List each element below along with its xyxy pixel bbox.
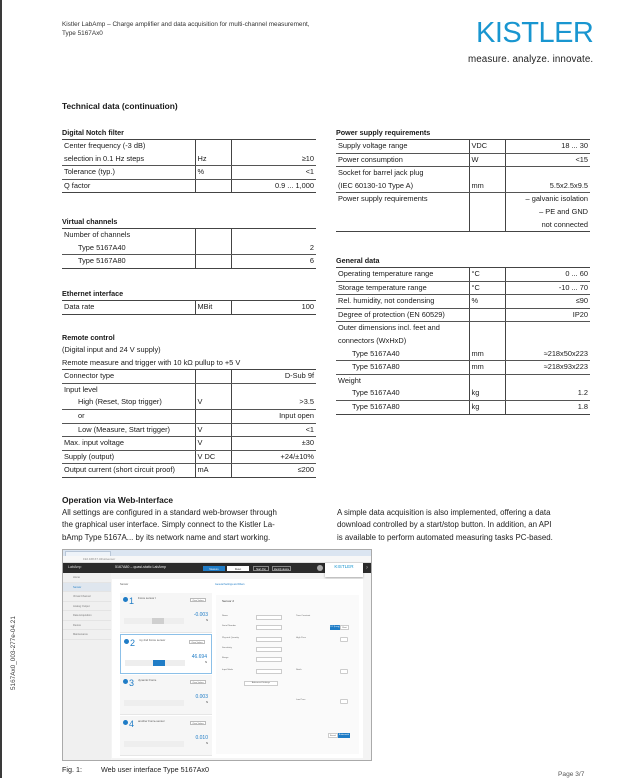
block-title: Remote control xyxy=(62,333,115,342)
sensor-icon xyxy=(123,679,128,684)
block-title: Ethernet interface xyxy=(62,289,124,298)
kistler-logo: KISTLER xyxy=(476,17,594,49)
sidebar-item-device: Device xyxy=(63,621,111,631)
table-row: selection in 0.1 Hz steps Hz ≥10 xyxy=(62,153,316,166)
table-row: Power supply requirements – galvanic isolation xyxy=(336,193,590,206)
remote-note-1: (Digital input and 24 V supply) xyxy=(62,345,161,354)
notch-group: Notch xyxy=(296,669,302,671)
remote-control-block xyxy=(62,332,316,478)
identify-button: Identify device xyxy=(273,567,290,571)
sensor-settings-panel xyxy=(216,595,359,754)
sidebar-item-maintenance: Maintenance xyxy=(63,630,111,640)
help-icon: ? xyxy=(365,565,368,570)
field-input-mode: Input Mode xyxy=(222,669,282,674)
figure-sidebar xyxy=(63,573,111,760)
figure-main xyxy=(112,579,363,758)
high-pass-group: High Pass xyxy=(296,637,306,639)
table-row: or Input open xyxy=(62,409,316,423)
table-row: Q factor 0.9 ... 1,000 xyxy=(62,179,316,193)
section-title: Technical data (continuation) xyxy=(62,101,178,111)
low-pass-group: Low Pass xyxy=(296,699,306,701)
document-title xyxy=(62,21,310,38)
sensor-card: 4 another Force-sensor Clear Values 0.010 N xyxy=(120,716,212,756)
document-id: 5167Ax0_003-277e-04.21 xyxy=(10,616,17,690)
ethernet-table xyxy=(62,300,316,315)
table-row: Storage temperature range °C -10 ... 70 xyxy=(336,281,590,295)
block-title: General data xyxy=(336,256,380,265)
virtual-channels-block xyxy=(62,216,316,269)
figure-kistler-logo: KISTLER xyxy=(325,563,363,577)
virtual-channels-table xyxy=(62,228,316,269)
short-toggle: Short xyxy=(340,625,349,630)
field-name: Name xyxy=(222,615,282,620)
block-title: Digital Notch filter xyxy=(62,128,124,137)
table-row: Center frequency (-3 dB) xyxy=(62,140,316,153)
sidebar-item-data-acquisition: Data Acquisition xyxy=(63,611,111,621)
notch-filter-block xyxy=(62,127,316,193)
table-row: Socket for barrel jack plug xyxy=(336,167,590,180)
browser-tab-bar xyxy=(63,550,371,556)
table-row: Type 5167A40 mm ≈218x50x223 xyxy=(336,348,590,361)
app-title: 5167A80 – quasi-static LabAmp xyxy=(115,565,166,569)
app-topbar xyxy=(63,563,371,573)
sidebar-item-home: Home xyxy=(63,573,111,583)
table-row: Input level xyxy=(62,383,316,396)
tagline: measure. analyze. innovate. xyxy=(468,54,594,65)
table-row: High (Reset, Stop trigger) V >3.5 xyxy=(62,396,316,409)
table-row: Degree of protection (EN 60529) IP20 xyxy=(336,308,590,322)
sensor-icon xyxy=(124,639,129,644)
title-line-1: Kistler LabAmp – Charge amplifier and data acquisition for multi-channel measurement, xyxy=(62,21,310,28)
table-row: Power consumption W <15 xyxy=(336,153,590,167)
web-ui-figure xyxy=(62,549,372,761)
field-serial: Serial Number xyxy=(222,625,282,630)
start-button: Start (f/s) xyxy=(253,566,269,571)
table-row: Outer dimensions incl. feet and xyxy=(336,322,590,335)
general-data-block xyxy=(336,255,590,415)
table-row: (IEC 60130-10 Type A) mm 5.5x2.5x9.5 xyxy=(336,180,590,193)
table-row: – PE and GND xyxy=(336,206,590,219)
time-constant-group: Time Constant xyxy=(296,615,311,617)
measure-button: Measure xyxy=(203,566,225,571)
sidebar-item-virtual-channel: Virtual Channel xyxy=(63,592,111,602)
table-row: Max. input voltage V ±30 xyxy=(62,437,316,451)
sensor-icon xyxy=(123,720,128,725)
block-title: Virtual channels xyxy=(62,217,118,226)
table-row: Rel. humidity, not condensing % ≤90 xyxy=(336,295,590,309)
table-row: Connector type D-Sub 9f xyxy=(62,370,316,384)
reset-button: Reset xyxy=(227,566,249,571)
power-supply-table xyxy=(336,139,590,232)
operation-title: Operation via Web-Interface xyxy=(62,495,174,505)
field-range: Range xyxy=(222,657,282,662)
sensor-card: 2 my 2nd Force sensor Clear Values 46.694 N xyxy=(120,634,212,674)
table-row: Type 5167A40 kg 1.2 xyxy=(336,387,590,400)
remote-control-table xyxy=(62,369,316,478)
table-row: Low (Measure, Start trigger) V <1 xyxy=(62,423,316,437)
sidebar-item-analog-output: Analog Output xyxy=(63,602,111,612)
figure-breadcrumb: Sensor xyxy=(120,583,129,586)
low-pass-toggle xyxy=(340,699,348,704)
table-row: Supply voltage range VDC 18 ... 30 xyxy=(336,140,590,154)
table-row: Data rate MBit 100 xyxy=(62,301,316,315)
app-brand: LabAmp xyxy=(68,565,82,569)
operation-text-left: All settings are configured in a standard web-browser through the graphical user interface. Simply connect to the Kistler La- bAmp Type 5167A... by its network name and start working. xyxy=(62,508,277,542)
sensor-card: 3 dynamic Force Clear Values 0.003 N xyxy=(120,675,212,715)
table-row: not connected xyxy=(336,219,590,232)
table-row: Number of channels xyxy=(62,229,316,242)
level-bar xyxy=(124,700,184,706)
level-bar xyxy=(124,618,184,624)
advanced-settings-button: Advanced Settings xyxy=(244,681,278,686)
panel-title: Sensor 2 xyxy=(222,599,235,603)
dc-long-toggle: DC (Long) xyxy=(330,626,340,628)
browser-tab xyxy=(65,551,111,556)
table-row: connectors (WxHxD) xyxy=(336,335,590,348)
operation-text-right: A simple data acquisition is also implemented, offering a data download controlled by a start/stop button. In addition, an API is available to perform automated measuring tasks PC-based. xyxy=(337,508,553,542)
sensor-card: 1 Force sensor I Clear Values -0.003 N xyxy=(120,593,212,633)
level-bar xyxy=(125,660,185,666)
title-line-2: Type 5167Ax0 xyxy=(62,29,103,37)
table-row: Operating temperature range °C 0 ... 60 xyxy=(336,268,590,282)
level-bar xyxy=(124,741,184,747)
table-row: Weight xyxy=(336,374,590,387)
butterworth-toggle: Butterworth xyxy=(338,734,350,736)
page-number: Page 3/7 xyxy=(558,771,585,778)
table-row: Type 5167A80 mm ≈218x93x223 xyxy=(336,361,590,375)
general-data-table xyxy=(336,267,590,415)
high-pass-toggle xyxy=(340,637,348,642)
power-supply-block xyxy=(336,127,590,232)
table-row: Supply (output) V DC +24/±10% xyxy=(62,450,316,464)
address-bar: 192.168.67.34/ui/sensor xyxy=(63,556,371,563)
table-row: Type 5167A80 6 xyxy=(62,255,316,269)
table-row: Tolerance (typ.) % <1 xyxy=(62,166,316,180)
table-row: Type 5167A40 2 xyxy=(62,242,316,255)
notch-toggle xyxy=(340,669,348,674)
avatar-icon xyxy=(317,565,323,571)
sensor-card-list xyxy=(120,593,212,758)
notch-filter-table xyxy=(62,139,316,193)
page-edge xyxy=(0,0,2,778)
figure-panel-tab: General Settings and Filters xyxy=(215,583,245,586)
bessel-toggle: Bessel xyxy=(329,735,336,737)
sensor-icon xyxy=(123,597,128,602)
table-row: Output current (short circuit proof) mA ≤200 xyxy=(62,464,316,478)
ethernet-block xyxy=(62,288,316,315)
block-title: Power supply requirements xyxy=(336,128,431,137)
field-quantity: Physical Quantity xyxy=(222,637,282,642)
sidebar-item-sensor: Sensor xyxy=(63,583,111,593)
table-row: Type 5167A80 kg 1.8 xyxy=(336,400,590,414)
field-sensitivity: Sensitivity xyxy=(222,647,282,652)
figure-caption: Fig. 1: Web user interface Type 5167Ax0 xyxy=(62,765,210,774)
remote-note-2: Remote measure and trigger with 10 kΩ pullup to +5 V xyxy=(62,357,241,367)
